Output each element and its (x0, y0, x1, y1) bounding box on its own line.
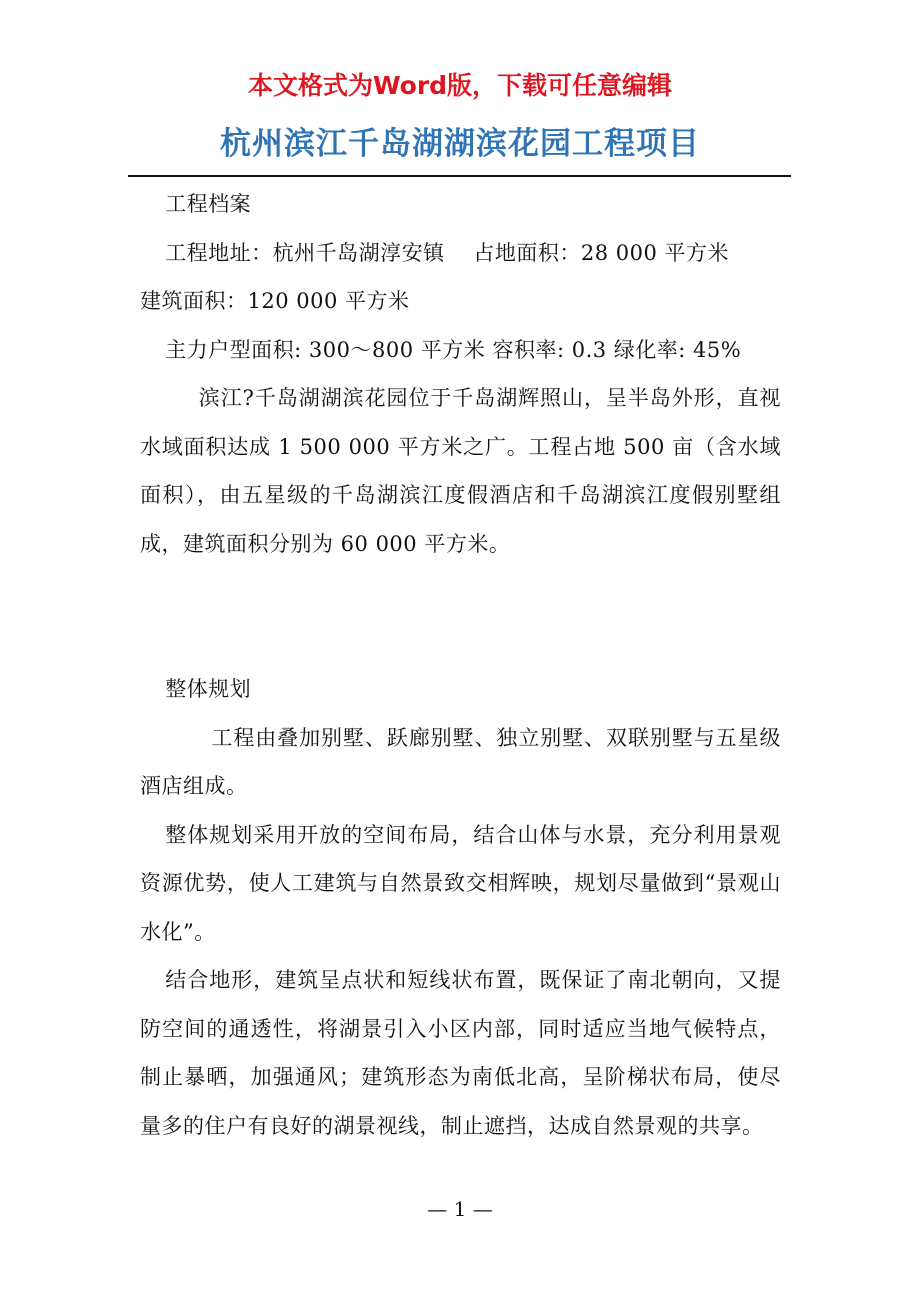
layout-paragraph: 结合地形，建筑呈点状和短线状布置，既保证了南北朝向，又提防空间的通透性，将湖景引入小区内部，同时适应当地气候特点，制止暴晒，加强通风；建筑形态为南低北高，呈阶梯状布局，使尽量多的住户有良好的湖景视线，制止遮挡，达成自然景观的共享。 (140, 968, 781, 1138)
metrics-line: 主力户型面积: 300～800 平方米 容积率: 0.3 绿化率: 45% (165, 337, 742, 362)
page-number: — 1 — (427, 1197, 493, 1221)
download-notice: 本文格式为Word版，下载可任意编辑 (247, 71, 673, 100)
composition-paragraph: 工程由叠加别墅、跃廊别墅、独立别墅、双联别墅与五星级酒店组成。 (140, 725, 781, 798)
section-spacer (140, 568, 781, 665)
section-heading-planning: 整体规划 (165, 677, 252, 701)
section-heading-archive: 工程档案 (165, 192, 252, 216)
planning-paragraph: 整体规划采用开放的空间布局，结合山体与水景，充分利用景观资源优势，使人工建筑与自然景致交相辉映，规划尽量做到“景观山水化”。 (140, 822, 781, 944)
building-area-line: 建筑面积：120 000 平方米 (140, 289, 410, 313)
document-title: 杭州滨江千岛湖湖滨花园工程项目 (220, 126, 700, 162)
address-line: 工程地址：杭州千岛湖淳安镇 占地面积：28 000 平方米 (165, 240, 730, 265)
intro-paragraph: 滨江?千岛湖湖滨花园位于千岛湖辉照山，呈半岛外形，直视水域面积达成 1 500 000 平方米之广。工程占地 500 亩（含水域面积），由五星级的千岛湖滨江度假酒店和千岛湖滨江度假别墅组成，建筑面积分别为 60 000 平方米。 (140, 386, 781, 556)
title-divider (128, 175, 791, 177)
document-body (140, 180, 781, 1150)
